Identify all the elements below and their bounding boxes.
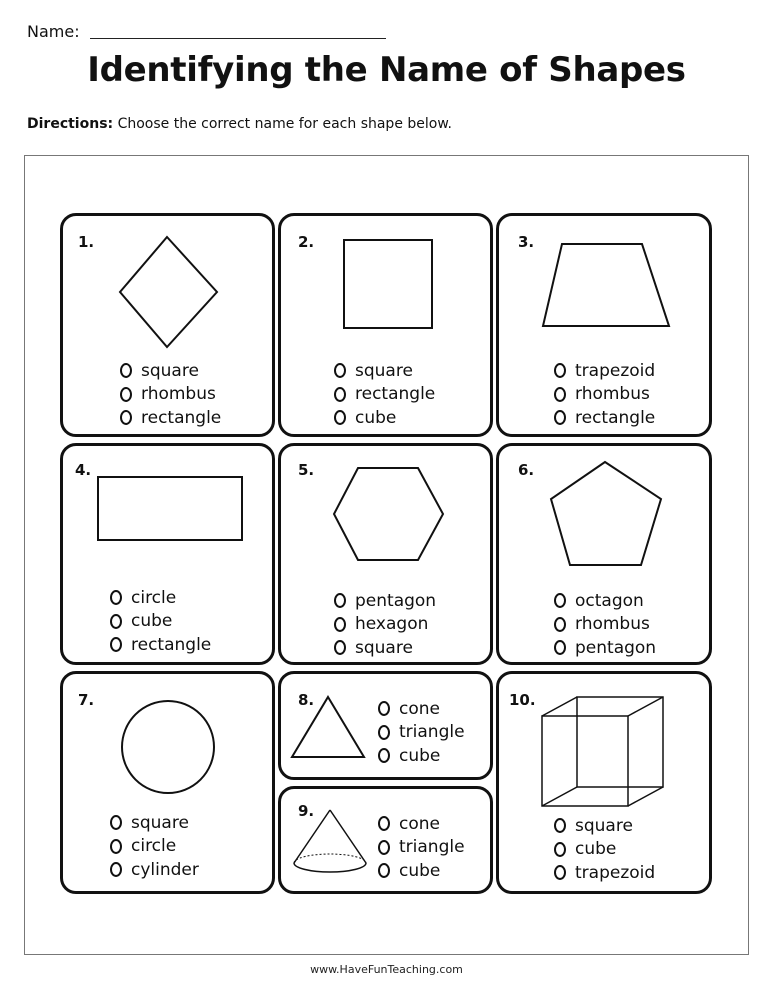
- radio-bubble[interactable]: [378, 748, 390, 763]
- option[interactable]: [554, 383, 655, 407]
- directions-text: Choose the correct name for each shape below.: [113, 116, 452, 132]
- question-number: 5.: [298, 461, 315, 479]
- cone-icon: [291, 807, 369, 879]
- option-label: rectangle: [141, 407, 222, 428]
- option[interactable]: [554, 406, 655, 430]
- option-label: cone: [399, 698, 440, 719]
- option-label: rectangle: [575, 407, 656, 428]
- radio-bubble[interactable]: [554, 842, 566, 857]
- radio-bubble[interactable]: [378, 701, 390, 716]
- option[interactable]: [378, 697, 465, 721]
- option[interactable]: [110, 811, 199, 835]
- question-card-5: [278, 443, 493, 665]
- option[interactable]: [334, 636, 436, 660]
- option[interactable]: [554, 613, 656, 637]
- option[interactable]: [554, 838, 655, 862]
- name-field-line[interactable]: [90, 38, 386, 39]
- question-card-1: [60, 213, 275, 437]
- option[interactable]: [554, 636, 656, 660]
- option[interactable]: [378, 812, 465, 836]
- question-card-4: [60, 443, 275, 665]
- option[interactable]: [378, 721, 465, 745]
- radio-bubble[interactable]: [334, 617, 346, 632]
- question-card-8: [278, 671, 493, 780]
- name-label: Name:: [27, 22, 80, 41]
- option-label: rhombus: [575, 614, 650, 635]
- option[interactable]: [110, 633, 211, 657]
- option[interactable]: [110, 835, 199, 859]
- question-card-3: [496, 213, 712, 437]
- hexagon-icon: [332, 466, 446, 566]
- option-label: square: [141, 360, 199, 381]
- radio-bubble[interactable]: [110, 862, 122, 877]
- radio-bubble[interactable]: [554, 593, 566, 608]
- option-label: rhombus: [141, 384, 216, 405]
- option[interactable]: [110, 610, 211, 634]
- directions: [27, 116, 452, 132]
- radio-bubble[interactable]: [378, 725, 390, 740]
- radio-bubble[interactable]: [334, 387, 346, 402]
- question-card-10: [496, 671, 712, 894]
- option-label: cube: [131, 611, 173, 632]
- option-label: circle: [131, 587, 177, 608]
- option[interactable]: [378, 859, 465, 883]
- option-label: square: [355, 637, 413, 658]
- option-label: cube: [575, 839, 617, 860]
- option-label: cube: [399, 860, 441, 881]
- radio-bubble[interactable]: [554, 387, 566, 402]
- footer-website: www.HaveFunTeaching.com: [310, 963, 463, 976]
- option-label: circle: [131, 836, 177, 857]
- radio-bubble[interactable]: [554, 640, 566, 655]
- radio-bubble[interactable]: [120, 363, 132, 378]
- option-label: rectangle: [131, 634, 212, 655]
- question-number: 10.: [509, 691, 536, 709]
- option[interactable]: [334, 589, 436, 613]
- option-label: pentagon: [355, 590, 437, 611]
- option-label: cone: [399, 813, 440, 834]
- option[interactable]: [110, 858, 199, 882]
- triangle-icon: [289, 694, 367, 762]
- page-title: Identifying the Name of Shapes: [87, 50, 686, 90]
- option-label: cube: [399, 745, 441, 766]
- option-label: trapezoid: [575, 862, 656, 883]
- question-card-6: [496, 443, 712, 665]
- rectangle-icon: [96, 475, 244, 543]
- option[interactable]: [120, 359, 221, 383]
- option-label: hexagon: [355, 614, 429, 635]
- radio-bubble[interactable]: [110, 815, 122, 830]
- radio-bubble[interactable]: [334, 363, 346, 378]
- option-label: octagon: [575, 590, 644, 611]
- option[interactable]: [120, 406, 221, 430]
- trapezoid-icon: [541, 241, 671, 329]
- radio-bubble[interactable]: [120, 387, 132, 402]
- question-number: 8.: [298, 691, 315, 709]
- option[interactable]: [334, 359, 435, 383]
- option[interactable]: [378, 836, 465, 860]
- radio-bubble[interactable]: [378, 840, 390, 855]
- option[interactable]: [334, 613, 436, 637]
- question-card-7: [60, 671, 275, 894]
- option-label: cube: [355, 407, 397, 428]
- option[interactable]: [554, 861, 655, 885]
- option[interactable]: [334, 383, 435, 407]
- option-label: square: [575, 815, 633, 836]
- diamond-icon: [118, 235, 220, 350]
- radio-bubble[interactable]: [378, 816, 390, 831]
- option-label: pentagon: [575, 637, 657, 658]
- cube-icon: [539, 694, 669, 810]
- option-label: rectangle: [355, 384, 436, 405]
- radio-bubble[interactable]: [110, 637, 122, 652]
- option[interactable]: [120, 383, 221, 407]
- question-card-2: [278, 213, 493, 437]
- option-label: rhombus: [575, 384, 650, 405]
- option[interactable]: [554, 589, 656, 613]
- pentagon-icon: [548, 459, 664, 569]
- option-label: cylinder: [131, 859, 199, 880]
- option[interactable]: [554, 359, 655, 383]
- question-number: 2.: [298, 233, 315, 251]
- option[interactable]: [334, 406, 435, 430]
- radio-bubble[interactable]: [554, 818, 566, 833]
- option-label: triangle: [399, 837, 465, 858]
- radio-bubble[interactable]: [334, 640, 346, 655]
- radio-bubble[interactable]: [110, 839, 122, 854]
- radio-bubble[interactable]: [110, 590, 122, 605]
- option-label: trapezoid: [575, 360, 656, 381]
- question-number: 1.: [78, 233, 95, 251]
- question-number: 3.: [518, 233, 535, 251]
- question-number: 4.: [75, 461, 92, 479]
- directions-label: Directions:: [27, 116, 114, 132]
- radio-bubble[interactable]: [334, 593, 346, 608]
- radio-bubble[interactable]: [554, 617, 566, 632]
- circle-icon: [119, 699, 219, 799]
- question-number: 9.: [298, 802, 315, 820]
- radio-bubble[interactable]: [334, 410, 346, 425]
- option[interactable]: [554, 814, 655, 838]
- option[interactable]: [378, 744, 465, 768]
- question-card-9: [278, 786, 493, 894]
- option-label: square: [355, 360, 413, 381]
- question-number: 6.: [518, 461, 535, 479]
- option-label: triangle: [399, 722, 465, 743]
- radio-bubble[interactable]: [554, 363, 566, 378]
- radio-bubble[interactable]: [554, 865, 566, 880]
- radio-bubble[interactable]: [110, 614, 122, 629]
- option-label: square: [131, 812, 189, 833]
- square-icon: [342, 238, 436, 332]
- radio-bubble[interactable]: [554, 410, 566, 425]
- question-number: 7.: [78, 691, 95, 709]
- option[interactable]: [110, 586, 211, 610]
- radio-bubble[interactable]: [378, 863, 390, 878]
- radio-bubble[interactable]: [120, 410, 132, 425]
